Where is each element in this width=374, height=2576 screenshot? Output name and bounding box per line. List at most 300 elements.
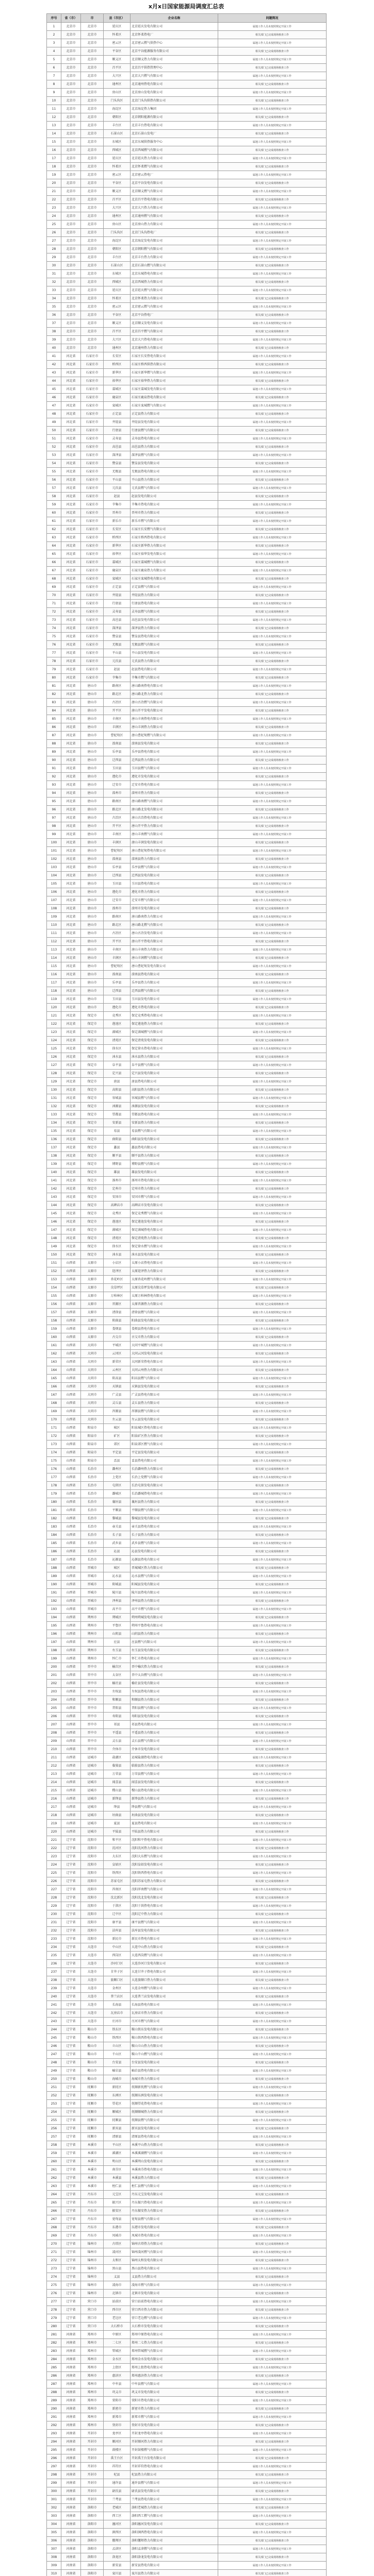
cell-company: 泽州县热力有限公司 (131, 1597, 218, 1605)
cell-index: 35 (47, 303, 61, 311)
table-row (47, 2331, 327, 2339)
cell-index: 251 (47, 2083, 61, 2092)
cell-city: 锦州市 (81, 2265, 104, 2273)
cell-index: 74 (47, 624, 61, 633)
cell-province: 辽宁省 (61, 2199, 81, 2207)
cell-issue: 相关部门已完成现场核查工作 (218, 1927, 327, 1935)
cell-index: 150 (47, 1251, 61, 1259)
cell-index: 12 (47, 113, 61, 122)
cell-province: 河北省 (61, 657, 81, 666)
cell-city: 郑州市 (81, 2380, 104, 2388)
cell-county: 涞源县 (104, 1103, 131, 1111)
cell-province: 河北省 (61, 896, 81, 905)
cell-index: 219 (47, 1820, 61, 1828)
cell-company: 应县燃气有限公司 (131, 1638, 218, 1647)
cell-province: 河北省 (61, 814, 81, 822)
cell-city: 保定市 (81, 1185, 104, 1193)
cell-company: 北京通州热电有限公司 (131, 80, 218, 89)
table-row (47, 2116, 327, 2125)
cell-city: 大连市 (81, 1952, 104, 1960)
cell-index: 64 (47, 542, 61, 550)
cell-index: 279 (47, 2314, 61, 2323)
cell-city: 石家庄市 (81, 352, 104, 361)
cell-city: 北京市 (81, 328, 104, 336)
cell-index: 70 (47, 591, 61, 600)
cell-province: 山西省 (61, 1375, 81, 1383)
cell-index: 287 (47, 2380, 61, 2388)
cell-company: 唐山古冶发电有限公司 (131, 929, 218, 938)
cell-county: 旅顺口区 (104, 1976, 131, 1985)
cell-county: 雄县 (104, 1168, 131, 1177)
cell-city: 朔州市 (81, 1655, 104, 1663)
cell-issue: 属地工作人员未按照规定开展工作 (218, 1490, 327, 1498)
table-row (47, 1523, 327, 1531)
table-row (47, 855, 327, 863)
cell-city: 运城市 (81, 1803, 104, 1811)
cell-index: 8 (47, 80, 61, 89)
cell-company: 保定徐水燃气有限公司 (131, 1243, 218, 1251)
cell-province: 北京市 (61, 97, 81, 105)
cell-county: 玉田县 (104, 880, 131, 888)
cell-city: 抚顺市 (81, 2133, 104, 2141)
cell-county: 曹妃甸区 (104, 962, 131, 971)
cell-issue: 相关部门已完成现场核查工作 (218, 1300, 327, 1309)
table-row (47, 1416, 327, 1424)
cell-issue: 属地工作人员未按照规定开展工作 (218, 1226, 327, 1234)
cell-province: 河北省 (61, 624, 81, 633)
cell-city: 开封市 (81, 2487, 104, 2496)
cell-county: 立山区 (104, 2042, 131, 2050)
cell-issue: 属地工作人员未按照规定开展工作 (218, 1078, 327, 1086)
cell-county: 杞县 (104, 2471, 131, 2479)
cell-province: 山西省 (61, 1597, 81, 1605)
cell-province: 山西省 (61, 1737, 81, 1745)
cell-city: 太原市 (81, 1259, 104, 1267)
cell-city: 洛阳市 (81, 2562, 104, 2570)
cell-issue: 相关部门已完成现场核查工作 (218, 575, 327, 583)
cell-city: 太原市 (81, 1284, 104, 1292)
cell-issue: 属地工作人员未按照规定开展工作 (218, 72, 327, 80)
cell-company: 长治潞城热电有限公司 (131, 1490, 218, 1498)
cell-issue: 相关部门已完成现场核查工作 (218, 542, 327, 550)
cell-province: 河北省 (61, 410, 81, 418)
cell-county: 稷山县 (104, 1787, 131, 1795)
table-row (47, 707, 327, 715)
cell-index: 22 (47, 196, 61, 204)
cell-province: 河北省 (61, 888, 81, 896)
cell-county: 天镇县 (104, 1383, 131, 1391)
cell-index: 148 (47, 1234, 61, 1243)
cell-index: 138 (47, 1152, 61, 1160)
cell-issue: 相关部门已完成现场核查工作 (218, 377, 327, 385)
cell-issue: 相关部门已完成现场核查工作 (218, 2372, 327, 2380)
cell-company: 大连沙河口发电有限公司 (131, 1960, 218, 1968)
table-row (47, 2529, 327, 2537)
cell-city: 抚顺市 (81, 2116, 104, 2125)
cell-company: 昔阳县燃气有限公司 (131, 1704, 218, 1713)
cell-company: 无极县热电有限公司 (131, 468, 218, 476)
cell-county: 万柏林区 (104, 1292, 131, 1300)
cell-issue: 相关部门已完成现场核查工作 (218, 2553, 327, 2562)
cell-county: 赞皇县 (104, 633, 131, 641)
cell-city: 保定市 (81, 1020, 104, 1028)
cell-company: 洛阳老城热力有限公司 (131, 2504, 218, 2512)
cell-index: 244 (47, 2026, 61, 2034)
cell-province: 山西省 (61, 1778, 81, 1787)
table-row (47, 1226, 327, 1234)
cell-city: 唐山市 (81, 715, 104, 723)
table-row (47, 369, 327, 377)
table-row (47, 657, 327, 666)
cell-issue: 属地工作人员未按照规定开展工作 (218, 583, 327, 591)
cell-county: 振兴区 (104, 2199, 131, 2207)
cell-county: 丰南区 (104, 831, 131, 839)
cell-index: 211 (47, 1754, 61, 1762)
cell-issue: 属地工作人员未按照规定开展工作 (218, 1523, 327, 1531)
cell-city: 唐山市 (81, 690, 104, 699)
cell-issue: 属地工作人员未按照规定开展工作 (218, 188, 327, 196)
cell-county: 高邑县 (104, 616, 131, 624)
cell-index: 59 (47, 501, 61, 509)
cell-company: 闻喜县发电有限公司 (131, 1778, 218, 1787)
cell-city: 长治市 (81, 1465, 104, 1473)
cell-province: 河北省 (61, 451, 81, 460)
table-row (47, 1886, 327, 1894)
cell-province: 北京市 (61, 72, 81, 80)
cell-county: 竞秀区 (104, 1012, 131, 1020)
cell-index: 240 (47, 1993, 61, 2001)
cell-company: 大连金州燃气有限公司 (131, 1985, 218, 1993)
cell-county: 浑源县 (104, 1408, 131, 1416)
table-row (47, 921, 327, 929)
cell-county: 石景山区 (104, 262, 131, 270)
cell-issue: 属地工作人员未按照规定开展工作 (218, 2083, 327, 2092)
cell-index: 114 (47, 954, 61, 962)
cell-index: 158 (47, 1317, 61, 1325)
cell-province: 河北省 (61, 550, 81, 558)
cell-company: 曲阳县发电有限公司 (131, 1136, 218, 1144)
cell-index: 252 (47, 2092, 61, 2100)
cell-company: 台安县发电有限公司 (131, 2059, 218, 2067)
cell-province: 辽宁省 (61, 2215, 81, 2224)
table-row (47, 1300, 327, 1309)
table-row (47, 1737, 327, 1745)
cell-county: 荥阳市 (104, 2397, 131, 2405)
cell-county: 昌平区 (104, 328, 131, 336)
cell-issue: 属地工作人员未按照规定开展工作 (218, 2215, 327, 2224)
table-row (47, 1325, 327, 1333)
cell-index: 5 (47, 56, 61, 64)
cell-index: 52 (47, 443, 61, 451)
cell-company: 大连普兰店发电有限公司 (131, 1993, 218, 2001)
cell-county: 遵化市 (104, 1004, 131, 1012)
cell-county: 涧西区 (104, 2529, 131, 2537)
cell-company: 大同云州热力有限公司 (131, 1366, 218, 1375)
cell-company: 沈阳和平热电有限公司 (131, 1836, 218, 1844)
cell-company: 定州市热力有限公司 (131, 1185, 218, 1193)
cell-province: 辽宁省 (61, 2067, 81, 2075)
cell-city: 沈阳市 (81, 1853, 104, 1861)
cell-county: 西城区 (104, 146, 131, 155)
cell-company: 唐山曹妃甸发电有限公司 (131, 962, 218, 971)
cell-province: 河北省 (61, 1111, 81, 1119)
cell-issue: 相关部门已完成现场核查工作 (218, 1828, 327, 1836)
cell-province: 河南省 (61, 2388, 81, 2397)
table-row (47, 2306, 327, 2314)
cell-index: 54 (47, 460, 61, 468)
cell-issue: 相关部门已完成现场核查工作 (218, 2042, 327, 2050)
cell-issue: 属地工作人员未按照规定开展工作 (218, 237, 327, 245)
cell-company: 怀仁市热电有限公司 (131, 1655, 218, 1663)
cell-county: 高邑县 (104, 443, 131, 451)
cell-issue: 属地工作人员未按照规定开展工作 (218, 336, 327, 344)
cell-index: 93 (47, 781, 61, 789)
cell-province: 山西省 (61, 1342, 81, 1350)
cell-index: 275 (47, 2281, 61, 2290)
cell-index: 178 (47, 1482, 61, 1490)
cell-province: 河南省 (61, 2438, 81, 2446)
cell-city: 石家庄市 (81, 377, 104, 385)
cell-province: 辽宁省 (61, 2042, 81, 2050)
cell-company: 杞县热力有限公司 (131, 2471, 218, 2479)
cell-index: 144 (47, 1201, 61, 1210)
cell-province: 山西省 (61, 1300, 81, 1309)
cell-issue: 属地工作人员未按照规定开展工作 (218, 1737, 327, 1745)
cell-issue: 属地工作人员未按照规定开展工作 (218, 1572, 327, 1581)
cell-county: 顺平县 (104, 1152, 131, 1160)
table-row (47, 2496, 327, 2504)
cell-company: 赵县发电有限公司 (131, 493, 218, 501)
cell-issue: 相关部门已完成现场核查工作 (218, 1630, 327, 1638)
cell-company: 陵川县热电有限公司 (131, 1589, 218, 1597)
cell-county: 登封市 (104, 2421, 131, 2430)
table-row (47, 1177, 327, 1185)
cell-province: 山西省 (61, 1754, 81, 1762)
cell-province: 辽宁省 (61, 1902, 81, 1910)
table-row (47, 2199, 327, 2207)
cell-city: 石家庄市 (81, 451, 104, 460)
cell-province: 辽宁省 (61, 1935, 81, 1943)
cell-index: 80 (47, 674, 61, 682)
cell-county: 山阴县 (104, 1630, 131, 1638)
cell-city: 北京市 (81, 319, 104, 328)
cell-issue: 相关部门已完成现场核查工作 (218, 1399, 327, 1408)
cell-city: 晋中市 (81, 1737, 104, 1745)
table-row (47, 1910, 327, 1919)
cell-city: 唐山市 (81, 962, 104, 971)
cell-county: 盐湖区 (104, 1754, 131, 1762)
cell-index: 224 (47, 1861, 61, 1869)
table-row (47, 979, 327, 987)
cell-index: 82 (47, 690, 61, 699)
cell-city: 大同市 (81, 1342, 104, 1350)
cell-company: 行唐县燃气有限公司 (131, 427, 218, 435)
cell-city: 本溪市 (81, 2174, 104, 2182)
cell-city: 晋中市 (81, 1696, 104, 1704)
cell-company: 长治上党燃气有限公司 (131, 1473, 218, 1482)
cell-issue: 相关部门已完成现场核查工作 (218, 888, 327, 896)
cell-issue: 相关部门已完成现场核查工作 (218, 1993, 327, 2001)
cell-issue: 属地工作人员未按照规定开展工作 (218, 1853, 327, 1861)
cell-company: 凤城市热电有限公司 (131, 2232, 218, 2240)
cell-index: 270 (47, 2240, 61, 2248)
cell-issue: 相关部门已完成现场核查工作 (218, 80, 327, 89)
cell-province: 河北省 (61, 608, 81, 616)
cell-province: 山西省 (61, 1465, 81, 1473)
cell-issue: 属地工作人员未按照规定开展工作 (218, 896, 327, 905)
cell-company: 抚顺东洲发电有限公司 (131, 2092, 218, 2100)
cell-province: 山西省 (61, 1325, 81, 1333)
cell-index: 183 (47, 1523, 61, 1531)
cell-issue: 相关部门已完成现场核查工作 (218, 1333, 327, 1342)
cell-city: 石家庄市 (81, 674, 104, 682)
cell-company: 灵丘县热力有限公司 (131, 1399, 218, 1408)
cell-county: 瀍河区 (104, 2520, 131, 2529)
cell-county: 中山区 (104, 1943, 131, 1952)
cell-city: 抚顺市 (81, 2125, 104, 2133)
cell-company: 北京平谷能源服务有限公司 (131, 47, 218, 56)
cell-company: 长子县热力有限公司 (131, 1531, 218, 1539)
cell-county: 榆社县 (104, 1680, 131, 1688)
cell-issue: 相关部门已完成现场核查工作 (218, 311, 327, 319)
cell-city: 保定市 (81, 1201, 104, 1210)
cell-city: 唐山市 (81, 732, 104, 740)
cell-index: 232 (47, 1927, 61, 1935)
cell-index: 87 (47, 732, 61, 740)
cell-city: 长治市 (81, 1556, 104, 1564)
cell-province: 辽宁省 (61, 2273, 81, 2281)
cell-city: 石家庄市 (81, 591, 104, 600)
cell-company: 北京门头沟热电厂 (131, 229, 218, 237)
cell-county: 房山区 (104, 221, 131, 229)
cell-issue: 相关部门已完成现场核查工作 (218, 1498, 327, 1506)
table-row (47, 2553, 327, 2562)
cell-index: 294 (47, 2438, 61, 2446)
cell-county: 抚顺县 (104, 2116, 131, 2125)
cell-issue: 相关部门已完成现场核查工作 (218, 1251, 327, 1259)
cell-index: 63 (47, 534, 61, 542)
table-row (47, 171, 327, 179)
cell-county: 盂县 (104, 1457, 131, 1465)
cell-issue: 属地工作人员未按照规定开展工作 (218, 2413, 327, 2421)
cell-company: 义县热力有限公司 (131, 2273, 218, 2281)
cell-city: 石家庄市 (81, 649, 104, 657)
cell-issue: 相关部门已完成现场核查工作 (218, 2075, 327, 2083)
cell-index: 14 (47, 130, 61, 138)
cell-company: 中牟县燃气有限公司 (131, 2380, 218, 2388)
cell-city: 唐山市 (81, 954, 104, 962)
cell-company: 沁县发电有限公司 (131, 1548, 218, 1556)
cell-city: 朔州市 (81, 1614, 104, 1622)
cell-city: 本溪市 (81, 2158, 104, 2166)
col-header-company: 企业名称 (131, 14, 218, 23)
cell-city: 郑州市 (81, 2347, 104, 2355)
cell-county: 涿州市 (104, 1177, 131, 1185)
cell-province: 河北省 (61, 855, 81, 863)
cell-company: 高邑县热力有限公司 (131, 443, 218, 451)
cell-issue: 属地工作人员未按照规定开展工作 (218, 2512, 327, 2520)
cell-province: 辽宁省 (61, 2174, 81, 2182)
cell-province: 北京市 (61, 146, 81, 155)
cell-index: 236 (47, 1960, 61, 1968)
cell-index: 289 (47, 2397, 61, 2405)
cell-index: 116 (47, 971, 61, 979)
table-row (47, 1210, 327, 1218)
cell-issue: 相关部门已完成现场核查工作 (218, 1284, 327, 1292)
table-row (47, 2273, 327, 2281)
cell-province: 辽宁省 (61, 1976, 81, 1985)
cell-county: 铁西区 (104, 2034, 131, 2042)
cell-province: 河北省 (61, 542, 81, 550)
cell-index: 192 (47, 1597, 61, 1605)
cell-company: 石家庄长安热电有限公司 (131, 352, 218, 361)
table-row (47, 1556, 327, 1564)
cell-city: 洛阳市 (81, 2545, 104, 2553)
cell-province: 北京市 (61, 336, 81, 344)
cell-company: 唐山丰润热力有限公司 (131, 723, 218, 732)
cell-company: 乐亭县热电有限公司 (131, 748, 218, 756)
table-row (47, 1317, 327, 1325)
cell-province: 山西省 (61, 1605, 81, 1614)
cell-index: 98 (47, 822, 61, 831)
cell-company: 郑州管城燃气有限公司 (131, 2347, 218, 2355)
cell-index: 124 (47, 1037, 61, 1045)
cell-city: 洛阳市 (81, 2570, 104, 2576)
table-row (47, 2100, 327, 2108)
cell-county: 赞皇县 (104, 460, 131, 468)
cell-county: 徐水区 (104, 1045, 131, 1053)
cell-county: 绛县 (104, 1803, 131, 1811)
cell-company: 抚顺新抚燃气有限公司 (131, 2083, 218, 2092)
cell-city: 保定市 (81, 1119, 104, 1127)
cell-issue: 相关部门已完成现场核查工作 (218, 1020, 327, 1028)
cell-city: 长治市 (81, 1523, 104, 1531)
cell-county: 介休市 (104, 1745, 131, 1754)
cell-index: 181 (47, 1506, 61, 1515)
cell-issue: 属地工作人员未按照规定开展工作 (218, 748, 327, 756)
table-row (47, 2034, 327, 2042)
cell-index: 223 (47, 1853, 61, 1861)
cell-index: 165 (47, 1375, 61, 1383)
cell-province: 辽宁省 (61, 2323, 81, 2331)
cell-province: 北京市 (61, 237, 81, 245)
table-row (47, 501, 327, 509)
cell-province: 北京市 (61, 295, 81, 303)
cell-company: 唐山曹妃甸燃气有限公司 (131, 732, 218, 740)
cell-city: 石家庄市 (81, 361, 104, 369)
cell-index: 159 (47, 1325, 61, 1333)
cell-company: 北京门头沟供热有限公司 (131, 97, 218, 105)
cell-index: 91 (47, 765, 61, 773)
table-row (47, 1045, 327, 1053)
cell-province: 山西省 (61, 1704, 81, 1713)
cell-issue: 相关部门已完成现场核查工作 (218, 1482, 327, 1490)
cell-index: 297 (47, 2463, 61, 2471)
cell-index: 182 (47, 1515, 61, 1523)
cell-issue: 属地工作人员未按照规定开展工作 (218, 616, 327, 624)
cell-province: 辽宁省 (61, 2018, 81, 2026)
cell-issue: 相关部门已完成现场核查工作 (218, 1811, 327, 1820)
cell-company: 太原迎泽热力有限公司 (131, 1267, 218, 1276)
cell-index: 193 (47, 1605, 61, 1614)
cell-province: 河北省 (61, 1053, 81, 1061)
cell-city: 唐山市 (81, 756, 104, 765)
table-row (47, 1515, 327, 1523)
cell-index: 42 (47, 361, 61, 369)
cell-city: 朔州市 (81, 1622, 104, 1630)
cell-index: 197 (47, 1638, 61, 1647)
cell-index: 276 (47, 2290, 61, 2298)
